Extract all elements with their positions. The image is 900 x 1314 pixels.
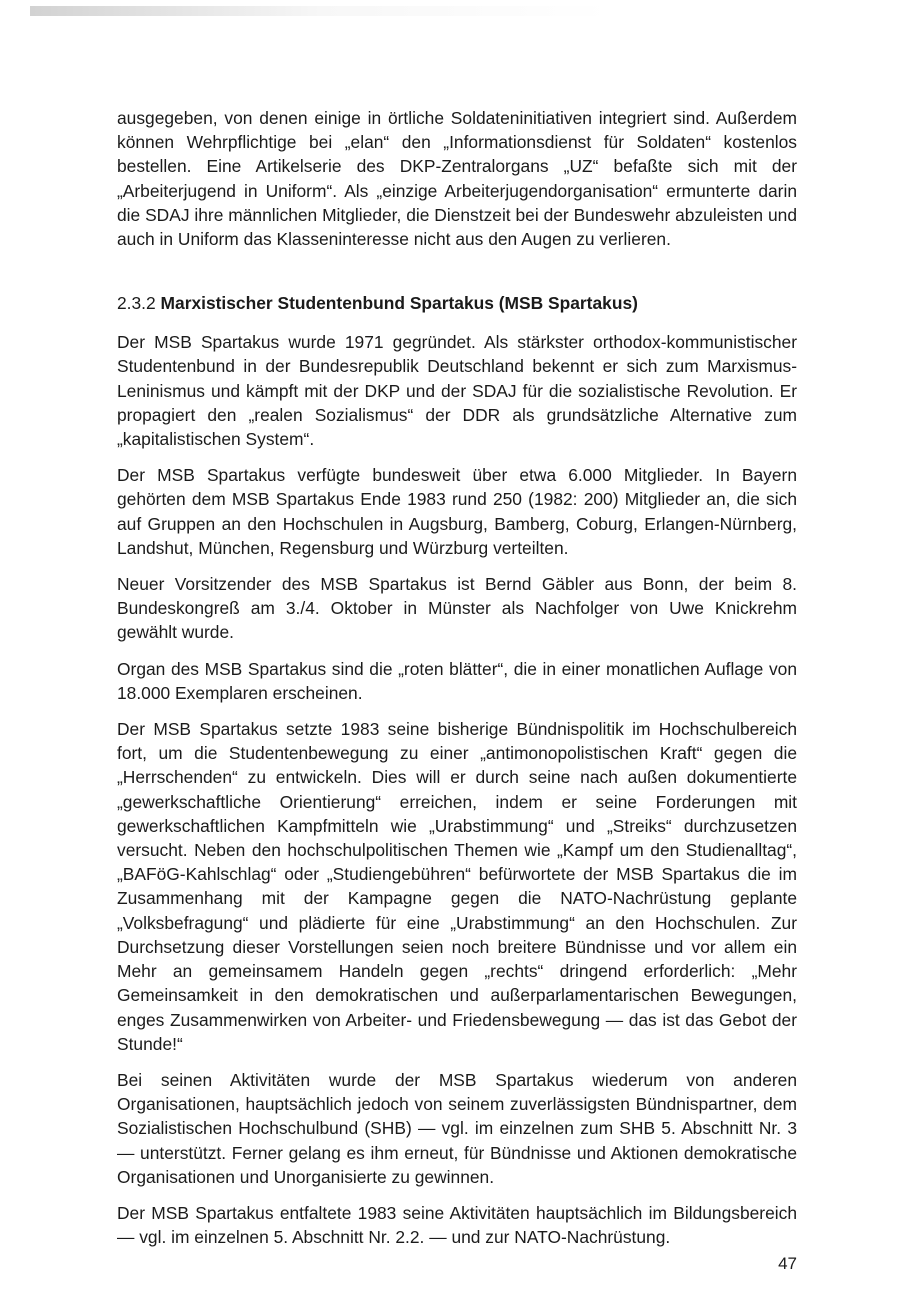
paragraph-focus: Der MSB Spartakus entfaltete 1983 seine Aktivitäten hauptsächlich im Bildungsbereich — vgl. im einzelnen 5. Abschnitt Nr. 2.2. — und zur NATO-Nachrüstung. (117, 1202, 797, 1248)
scan-edge-shadow (30, 6, 610, 16)
document-body (117, 106, 797, 1249)
section-title: Marxistischer Studentenbund Spartakus (MSB Spartakus) (160, 293, 638, 314)
paragraph-intro: ausgegeben, von denen einige in örtliche Soldateninitiativen integriert sind. Außerdem können Wehrpflichtige bei „elan“ den „Informationsdienst für Soldaten“ kostenlos bestellen. Eine Artikelserie des DKP-Zentralorgans „UZ“ befaßte sich mit der „Arbeiterjugend in Uniform“. Als „einzige Arbeiterjugendorganisation“ ermunterte darin die SDAJ ihre männlichen Mitglieder, die Dienstzeit bei der Bundeswehr abzuleisten und auch in Uniform das Klasseninteresse nicht aus den Augen zu verlieren. (117, 108, 797, 250)
paragraph-alliance-policy: Der MSB Spartakus setzte 1983 seine bisherige Bündnispolitik im Hochschulbereich fort, um die Studentenbewegung zu einer „antimonopolistischen Kraft“ gegen die „Herrschenden“ zu entwickeln. Dies will er durch seine nach außen dokumentierte „gewerkschaftliche Orientierung“ erreichen, indem er seine Forderungen mit gewerkschaftlichen Kampfmitteln wie „Urabstimmung“ und „Streiks“ durchzusetzen versucht. Neben den hochschulpolitischen Themen wie „Kampf um den Studienalltag“, „BAFöG-Kahlschlag“ oder „Studiengebühren“ befürwortete der MSB Spartakus die im Zusammenhang mit der Kampagne gegen die NATO-Nachrüstung geplante „Volksbefragung“ und plädierte für eine „Urabstimmung“ an den Hochschulen. Zur Durchsetzung dieser Vorstellungen seien noch breitere Bündnisse und vor allem ein Mehr an gemeinsamem Handeln gegen „rechts“ dringend erforderlich: „Mehr Gemeinsamkeit in den demokratischen und außerparlamentarischen Bewegungen, enges Zusammenwirken von Arbeiter- und Friedensbewegung — das ist das Gebot der Stunde!“ (117, 719, 797, 1054)
section-number: 2.3.2 (117, 293, 156, 314)
page-number: 47 (778, 1254, 797, 1273)
paragraph-founding: Der MSB Spartakus wurde 1971 gegründet. Als stärkster orthodox-kommunistischer Studentenbund in der Bundesrepublik Deutschland bekennt er sich zum Marxismus-Leninismus und kämpft mit der DKP und der SDAJ für die sozialistische Revolution. Er propagiert den „realen Sozialismus“ der DDR als grundsätzliche Alternative zum „kapitalistischen System“. (117, 332, 797, 450)
section-heading (117, 291, 797, 315)
paragraph-chairman: Neuer Vorsitzender des MSB Spartakus ist Bernd Gäbler aus Bonn, der beim 8. Bundeskongreß am 3./4. Oktober in Münster als Nachfolger von Uwe Knickrehm gewählt wurde. (117, 574, 797, 643)
paragraph-activities: Bei seinen Aktivitäten wurde der MSB Spartakus wiederum von anderen Organisationen, hauptsächlich jedoch von seinem zuverlässigsten Bündnispartner, dem Sozialistischen Hochschulbund (SHB) — vgl. im einzelnen zum SHB 5. Abschnitt Nr. 3 — unterstützt. Ferner gelang es ihm erneut, für Bündnisse und Aktionen demokratische Organisationen und Unorganisierte zu gewinnen. (117, 1069, 797, 1187)
paragraph-members: Der MSB Spartakus verfügte bundesweit über etwa 6.000 Mitglieder. In Bayern gehörten dem MSB Spartakus Ende 1983 rund 250 (1982: 200) Mitglieder an, die sich auf Gruppen an den Hochschulen in Augsburg, Bamberg, Coburg, Erlangen-Nürnberg, Landshut, München, Regensburg und Würzburg verteilten. (117, 465, 797, 558)
paragraph-organ: Organ des MSB Spartakus sind die „roten blätter“, die in einer monatlichen Auflage von 18.000 Exemplaren erscheinen. (117, 658, 797, 703)
